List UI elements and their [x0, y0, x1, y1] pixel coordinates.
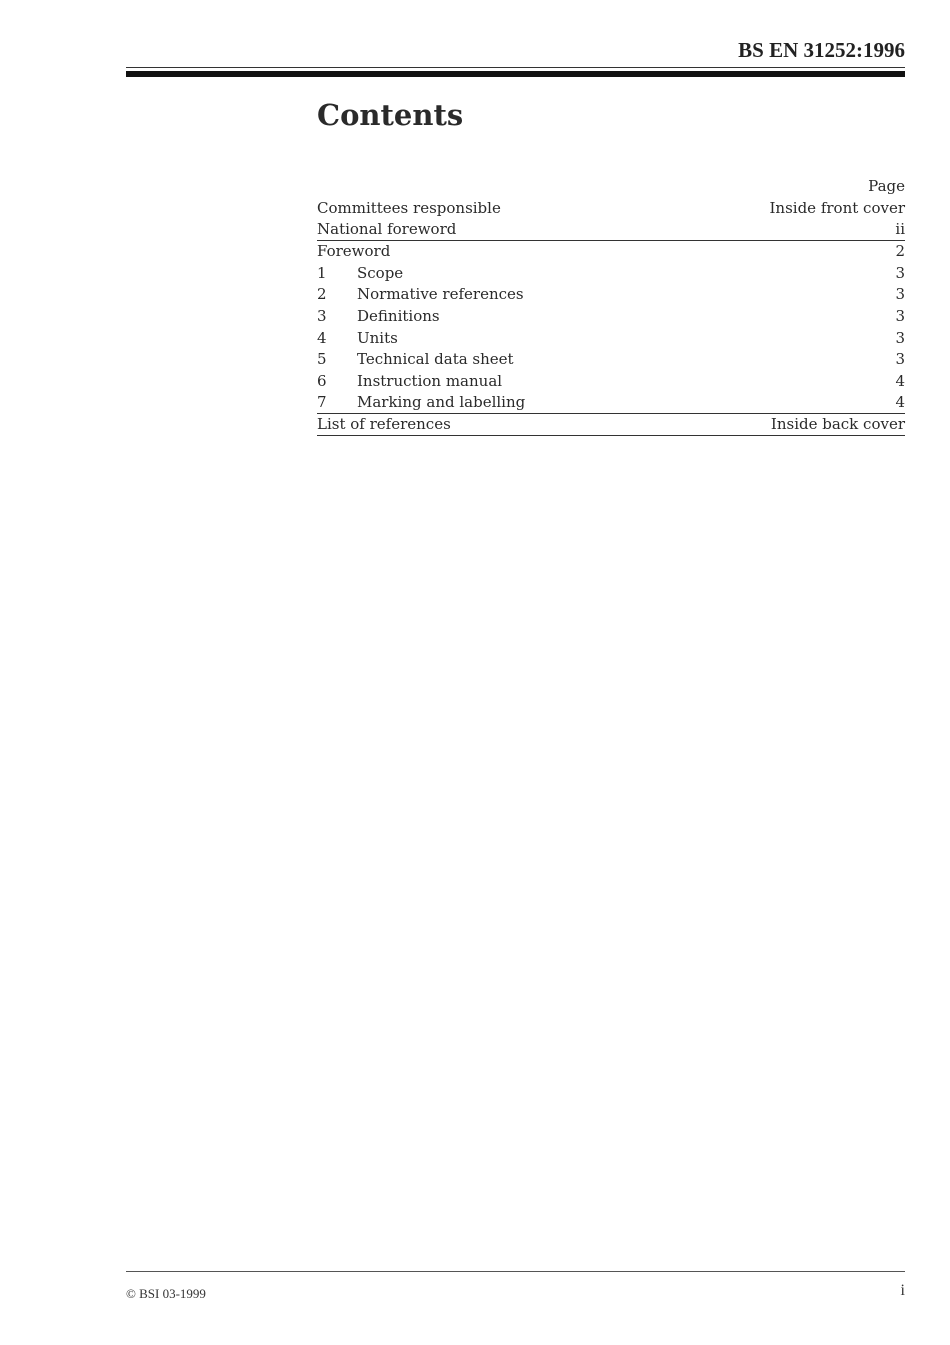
toc-entry-label: Scope [357, 263, 404, 282]
toc-entry-label: National foreword [317, 220, 457, 239]
toc-entry-label: Committees responsible [317, 198, 501, 217]
toc-entry-label: Units [357, 328, 398, 347]
header-rule-thick [126, 71, 905, 77]
toc-entry-label: Instruction manual [357, 371, 503, 390]
toc-entry-number: 7 [317, 393, 327, 412]
toc-page-heading-row [317, 176, 905, 198]
toc-entry-clause-2[interactable] [317, 284, 905, 306]
footer-page-number: i [900, 1282, 905, 1299]
toc-entry-clause-5[interactable] [317, 349, 905, 371]
toc-entry-page: 3 [895, 306, 905, 325]
toc-entry-number: 4 [317, 328, 327, 347]
toc-entry-clause-4[interactable] [317, 328, 905, 350]
toc-entry-label: Normative references [357, 285, 524, 304]
toc-entry-label: Definitions [357, 306, 440, 325]
toc-entry-page: ii [895, 220, 905, 239]
toc-entry-number: 6 [317, 371, 327, 390]
toc-entry-committees[interactable] [317, 198, 905, 220]
toc-entry-number: 1 [317, 263, 327, 282]
header-rule-thin [126, 67, 905, 68]
toc-entry-label: Technical data sheet [357, 350, 514, 369]
toc-entry-foreword[interactable] [317, 241, 905, 263]
toc-page-heading: Page [868, 177, 905, 195]
footer-copyright: © BSI 03-1999 [126, 1286, 206, 1301]
toc-entry-page: 3 [895, 350, 905, 369]
document-id: BS EN 31252:1996 [738, 38, 905, 62]
toc-entry-page: 3 [895, 285, 905, 304]
toc-entry-clause-6[interactable] [317, 371, 905, 393]
toc-entry-number: 3 [317, 306, 327, 325]
toc-entry-clause-3[interactable] [317, 306, 905, 328]
toc-entry-clause-7[interactable] [317, 392, 905, 414]
toc-entry-number: 2 [317, 285, 327, 304]
toc-entry-page: Inside front cover [769, 198, 905, 217]
toc-entry-label: Marking and labelling [357, 393, 526, 412]
toc-entry-number: 5 [317, 350, 327, 369]
toc-entry-page: 3 [895, 263, 905, 282]
table-of-contents [317, 176, 905, 436]
toc-entry-page: 2 [895, 242, 905, 261]
toc-entry-page: 3 [895, 328, 905, 347]
toc-entry-page: 4 [895, 371, 905, 390]
toc-entry-page: Inside back cover [770, 415, 905, 434]
toc-entry-list-of-references[interactable] [317, 414, 905, 436]
toc-entry-national-foreword[interactable] [317, 219, 905, 241]
toc-entry-label: Foreword [317, 242, 391, 261]
toc-entry-clause-1[interactable] [317, 263, 905, 285]
toc-entry-label: List of references [317, 415, 451, 434]
footer-rule [126, 1271, 905, 1272]
toc-entry-page: 4 [895, 393, 905, 412]
page-title: Contents [317, 98, 464, 132]
